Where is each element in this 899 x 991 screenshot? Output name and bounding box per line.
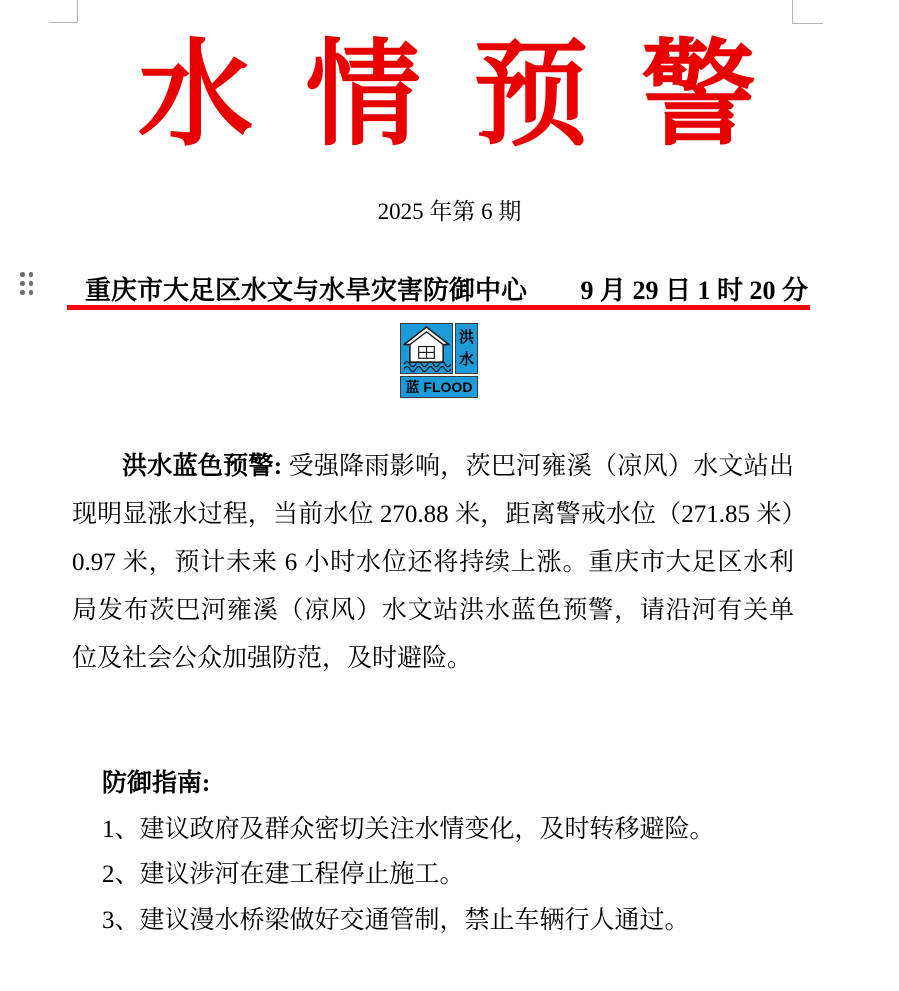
guide-item: 1、建议政府及群众密切关注水情变化，及时转移避险。 [102, 815, 715, 843]
issue-datetime: 9 月 29 日 1 时 20 分 [580, 276, 808, 305]
issuer-header [85, 270, 808, 307]
house-in-flood-icon [400, 323, 453, 374]
warning-body-text: 受强降雨影响，茨巴河雍溪（凉风）水文站出现明显涨水过程，当前水位 270.88 米，距离警戒水位（271.85 米）0.97 米，预计未来 6 小时水位还将持续上涨。重庆市大足区水利局发布茨巴河雍溪（凉风）水文站洪水蓝色预警，请沿河有关单位及社会公众加强防范，及时避险。 [72, 453, 794, 672]
warning-level-lead: 洪水蓝色预警: [122, 453, 283, 480]
text-boundary-corner-top-right [792, 0, 823, 24]
defense-guide-section [72, 761, 794, 943]
title-char: 警 [640, 31, 756, 159]
badge-vertical-label [455, 323, 478, 374]
guide-item: 2、建议涉河在建工程停止施工。 [102, 861, 465, 888]
title-char: 预 [473, 31, 589, 159]
text-boundary-corner-top-left [49, 0, 78, 23]
warning-body-paragraph [72, 443, 794, 683]
issuing-organization: 重庆市大足区水文与水旱灾害防御中心 [85, 276, 528, 305]
title-char: 情 [305, 31, 421, 159]
document-title [138, 20, 756, 170]
block-drag-handle-icon[interactable] [20, 272, 33, 295]
guide-item: 3、建议漫水桥梁做好交通管制，禁止车辆行人通过。 [102, 906, 690, 934]
title-char: 水 [138, 31, 254, 159]
issue-number-line: 2025 年第 6 期 [377, 199, 522, 224]
badge-char-hong: 洪 [458, 328, 474, 346]
flood-blue-warning-badge [400, 323, 478, 398]
header-red-rule [67, 305, 810, 310]
badge-char-shui: 水 [458, 350, 474, 368]
badge-level-label: 蓝 FLOOD [400, 376, 478, 398]
defense-guide-heading: 防御指南: [102, 770, 211, 797]
